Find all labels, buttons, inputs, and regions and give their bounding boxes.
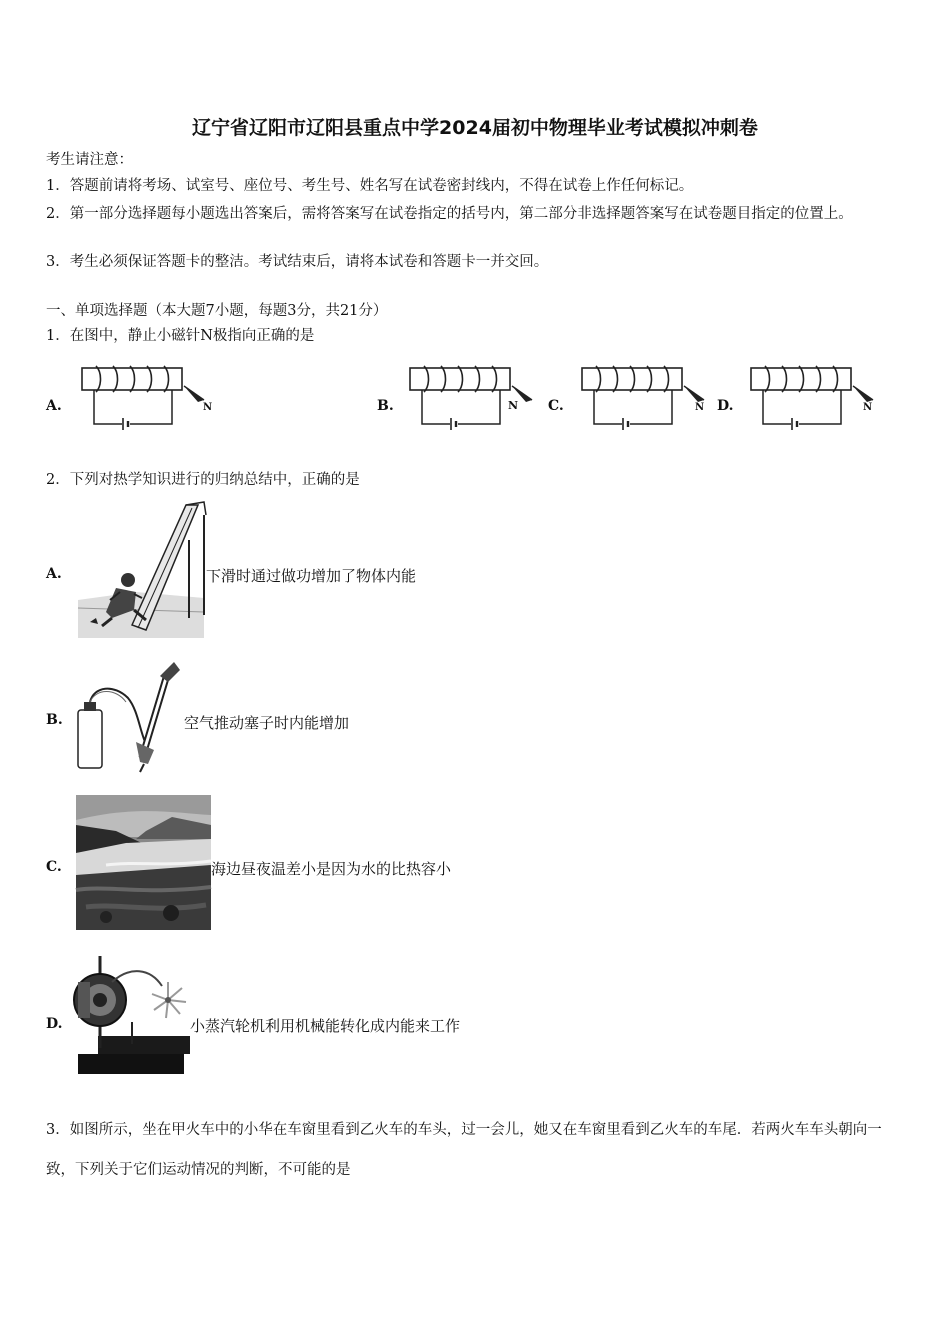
needle-n-label: N (203, 402, 213, 413)
q2-option-c-label[interactable]: C. (46, 859, 62, 875)
notice-item-2: 2．第一部分选择题每小题选出答案后，需将答案写在试卷指定的括号内，第二部分非选择题答案写在试卷题目指定的位置上。 (46, 206, 853, 222)
solenoid-circuit-icon (580, 362, 720, 432)
notice-item-1: 1．答题前请将考场、试室号、座位号、考生号、姓名写在试卷密封线内，不得在试卷上作任何标记。 (46, 178, 694, 194)
slide-picture-icon (76, 500, 206, 638)
q2-option-d-label[interactable]: D. (46, 1016, 63, 1032)
needle-n-label: N (863, 402, 873, 413)
q1-circuit-a (80, 362, 220, 432)
steam-turbine-model-icon (70, 952, 190, 1080)
q2-stem: 2．下列对热学知识进行的归纳总结中，正确的是 (46, 472, 360, 488)
q1-option-c-label[interactable]: C. (548, 398, 564, 414)
q1-option-a-label[interactable]: A. (46, 398, 62, 414)
q2-option-d-text: 小蒸汽轮机利用机械能转化成内能来工作 (190, 1017, 461, 1035)
q2-option-b-text: 空气推动塞子时内能增加 (184, 714, 350, 732)
solenoid-circuit-icon (408, 362, 548, 432)
needle-n-label: N (508, 399, 519, 412)
q1-option-d-label[interactable]: D. (717, 398, 734, 414)
page-title: 辽宁省辽阳市辽阳县重点中学2024届初中物理毕业考试模拟冲刺卷 (192, 117, 758, 139)
notice-heading: 考生请注意： (46, 152, 133, 168)
q2-option-b-label[interactable]: B. (46, 712, 63, 728)
q1-circuit-c (580, 362, 720, 432)
q1-circuit-d (749, 362, 889, 432)
section-heading: 一、单项选择题（本大题7小题，每题3分，共21分） (46, 303, 388, 319)
seashore-photo-icon (76, 795, 211, 930)
needle-n-label: N (695, 402, 705, 413)
q2-option-c-text: 海边昼夜温差小是因为水的比热容小 (211, 860, 452, 878)
q1-option-b-label[interactable]: B. (377, 398, 394, 414)
q1-circuit-b (408, 362, 548, 432)
notice-item-3: 3．考生必须保证答题卡的整洁。考试结束后，请将本试卷和答题卡一并交回。 (46, 254, 549, 270)
air-pump-bottle-icon (74, 658, 184, 773)
q2-option-a-text: 下滑时通过做功增加了物体内能 (206, 567, 417, 585)
q3-stem: 3．如图所示，坐在甲火车中的小华在车窗里看到乙火车的车头，过一会儿，她又在车窗里看到乙火车的车尾．若两火车车头朝向一致，下列关于它们运动情况的判断，不可能的是 (46, 1122, 882, 1178)
q2-option-a-label[interactable]: A. (46, 566, 62, 582)
q1-stem: 1．在图中，静止小磁针N极指向正确的是 (46, 328, 315, 344)
solenoid-circuit-icon (80, 362, 220, 432)
solenoid-circuit-icon (749, 362, 889, 432)
